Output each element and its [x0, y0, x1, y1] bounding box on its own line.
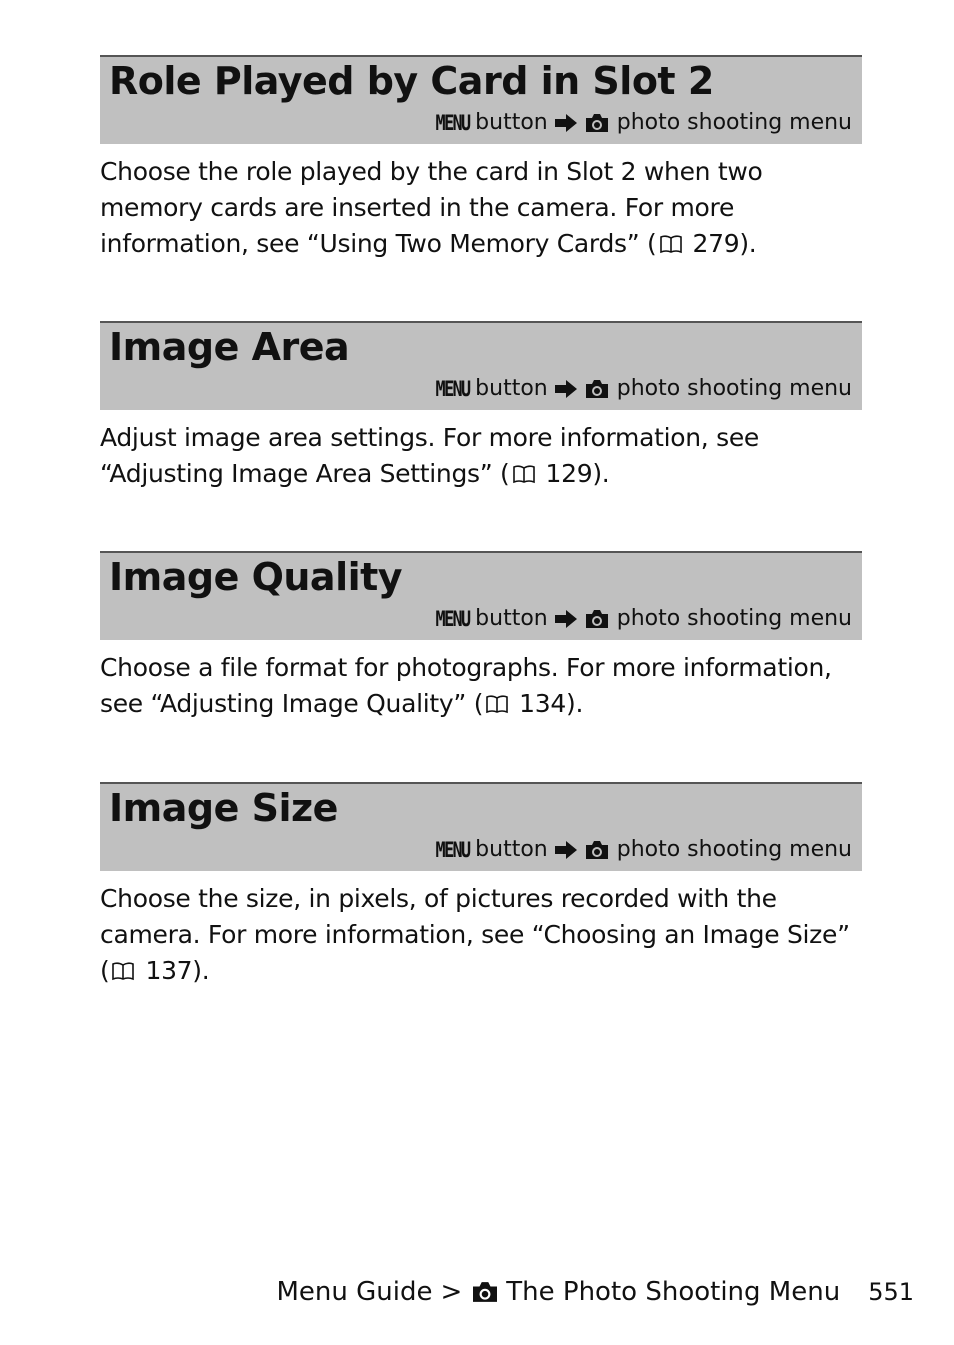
page-ref[interactable]: 129 — [545, 459, 593, 488]
menu-name-label: photo shooting menu — [616, 837, 852, 862]
section-header — [100, 55, 862, 144]
footer-separator: > — [440, 1277, 463, 1307]
desc-text-end: ). — [192, 956, 210, 985]
button-label: button — [475, 376, 548, 401]
arrow-right-icon — [554, 609, 578, 629]
section-image-size — [100, 782, 862, 989]
section-description — [100, 650, 862, 722]
section-image-area — [100, 321, 862, 492]
book-icon — [485, 694, 509, 714]
desc-text: Choose the role played by the card in Slot 2 when two memory cards are inserted in the camera. For more information, see “Using Two Memory Cards” ( — [100, 157, 763, 258]
camera-icon — [584, 839, 610, 861]
menu-name-label: photo shooting menu — [616, 376, 852, 401]
camera-icon — [584, 378, 610, 400]
section-title: Image Area — [109, 325, 350, 369]
arrow-right-icon — [554, 379, 578, 399]
menu-path — [427, 109, 852, 137]
section-title: Image Size — [109, 786, 338, 830]
menu-key-label: MENU — [435, 607, 470, 631]
button-label: button — [475, 837, 548, 862]
footer-chapter[interactable]: The Photo Shooting Menu — [506, 1277, 841, 1307]
page-ref[interactable]: 279 — [692, 229, 740, 258]
desc-text-end: ). — [739, 229, 757, 258]
menu-key-label: MENU — [435, 111, 470, 135]
book-icon — [659, 234, 683, 254]
page-number: 551 — [868, 1278, 914, 1306]
desc-text-end: ). — [565, 689, 584, 718]
menu-path — [427, 375, 852, 403]
desc-text-end: ). — [592, 459, 610, 488]
camera-icon — [584, 112, 610, 134]
menu-path — [427, 605, 852, 633]
arrow-right-icon — [554, 113, 578, 133]
section-description — [100, 420, 862, 492]
section-description — [100, 881, 862, 989]
menu-name-label: photo shooting menu — [616, 606, 852, 631]
page-ref[interactable]: 134 — [519, 689, 566, 718]
section-header — [100, 782, 862, 871]
menu-key-label: MENU — [435, 377, 470, 401]
page-ref[interactable]: 137 — [145, 956, 193, 985]
menu-path — [427, 836, 852, 864]
desc-text: Choose the size, in pixels, of pictures recorded with the camera. For more information, see “Choosing an Image Size” ( — [100, 884, 850, 985]
section-header — [100, 321, 862, 410]
section-header — [100, 551, 862, 640]
book-icon — [512, 464, 536, 484]
arrow-right-icon — [554, 840, 578, 860]
camera-icon — [584, 608, 610, 630]
button-label: button — [475, 606, 548, 631]
camera-icon — [470, 1280, 500, 1304]
section-image-quality — [100, 551, 862, 722]
menu-name-label: photo shooting menu — [616, 110, 852, 135]
menu-key-label: MENU — [435, 838, 470, 862]
section-description — [100, 154, 862, 262]
button-label: button — [475, 110, 548, 135]
desc-text: Adjust image area settings. For more information, see “Adjusting Image Area Settings” ( — [100, 423, 759, 488]
section-role-slot2 — [100, 55, 862, 262]
page-footer — [276, 1274, 914, 1310]
book-icon — [111, 961, 135, 981]
desc-text: Choose a file format for photographs. For more information, see “Adjusting Image Quality” ( — [100, 653, 832, 718]
footer-guide[interactable]: Menu Guide — [276, 1277, 433, 1307]
section-title: Role Played by Card in Slot 2 — [109, 59, 714, 103]
section-title: Image Quality — [109, 555, 403, 599]
